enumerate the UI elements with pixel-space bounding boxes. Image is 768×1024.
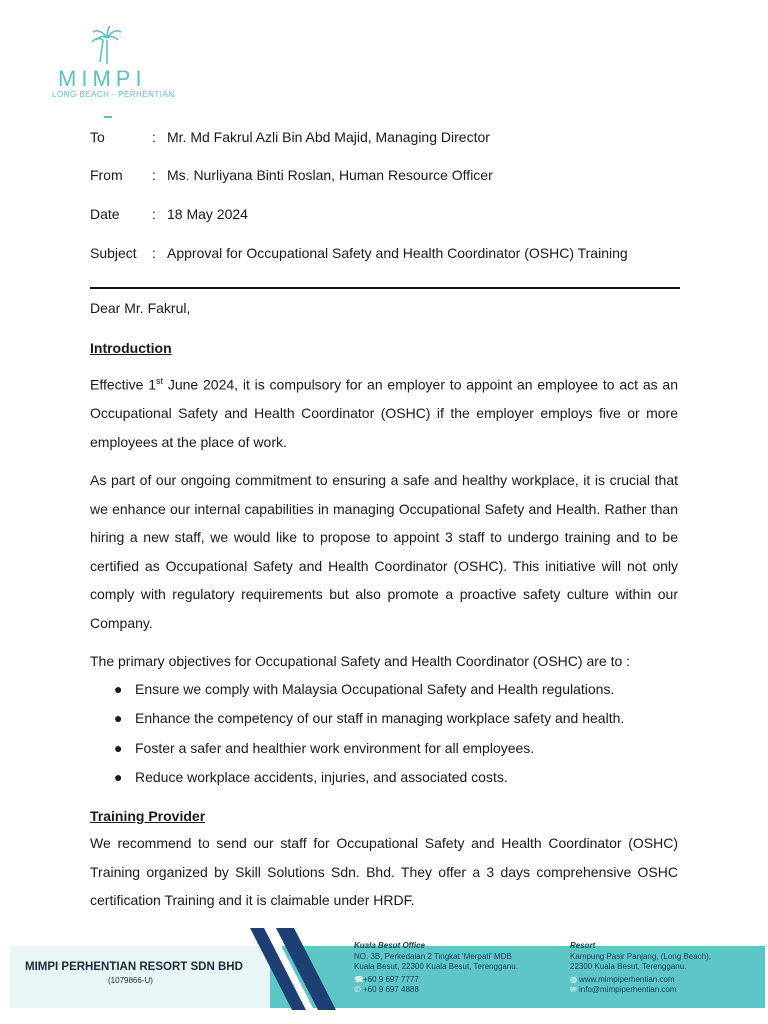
office-phone: [354, 975, 518, 986]
office-address-line: Kampung Pasir Panjang, (Long Beach),: [570, 951, 711, 961]
email-link: info@mimpiperhentian.com: [579, 985, 677, 994]
list-item: [90, 678, 680, 707]
provider-heading: Training Provider: [90, 808, 206, 824]
office-title: Kuala Besut Office: [354, 941, 425, 950]
objective-text: Ensure we comply with Malaysia Occupational Safety and Health regulations.: [135, 681, 615, 697]
office-kuala-besut: [354, 941, 518, 996]
bullet-icon: ●: [114, 739, 123, 756]
subject-label: Subject: [90, 245, 137, 261]
company-registration: (1079866-U): [108, 976, 153, 985]
mail-icon: ✉: [570, 985, 577, 994]
office-address-line: Kuala Besut, 22300 Kuala Besut, Terengganu.: [354, 962, 518, 971]
phone-number: +60 9 697 7777: [363, 974, 419, 984]
intro-paragraph-2: As part of our ongoing commitment to ensuring a safe and healthy workplace, it is crucial that we enhance our internal capabilities in managing Occupational Safety and Health. Rather than hiring a new staff, we would like to propose to appoint 3 staff to undergo training and to be certified as Occupational Safety and Health Coordinator (OSHC). This initiative will not only comply with regulatory requirements but also promote a proactive safety culture within our Company.: [90, 472, 678, 631]
divider: [104, 116, 112, 118]
subject-value: Approval for Occupational Safety and Health Coordinator (OSHC) Training: [167, 245, 628, 261]
objective-text: Foster a safer and healthier work environment for all employees.: [135, 739, 535, 756]
office-email: [570, 985, 711, 996]
office-website: [570, 975, 711, 986]
separator: :: [152, 206, 156, 222]
fax-number: +60 9 697 4888: [363, 985, 419, 994]
bullet-icon: ●: [114, 710, 123, 727]
intro-paragraph-1: [90, 367, 678, 456]
separator: :: [152, 245, 156, 261]
fax-icon: ✆: [354, 985, 361, 994]
provider-paragraph: We recommend to send our staff for Occupational Safety and Health Coordinator (OSHC) Training organized by Skill Solutions Sdn. Bhd. They offer a 3 days comprehensive OSHC certification Training and it is claimable under HRDF.: [90, 835, 678, 909]
objectives-intro: The primary objectives for Occupational Safety and Health Coordinator (OSHC) are to :: [90, 653, 631, 669]
separator: :: [152, 129, 156, 145]
objective-text: Enhance the competency of our staff in managing workplace safety and health.: [135, 710, 625, 727]
from-label: From: [90, 167, 123, 183]
header-rule: [90, 287, 680, 289]
website-link: www.mimpiperhentian.com: [579, 974, 675, 984]
bullet-icon: ●: [114, 768, 123, 785]
bullet-icon: ●: [114, 681, 123, 697]
separator: :: [152, 167, 156, 183]
to-label: To: [90, 129, 105, 145]
to-value: Mr. Md Fakrul Azli Bin Abd Majid, Managing Director: [167, 129, 490, 145]
phone-icon: ☎: [354, 974, 364, 984]
logo-name: MIMPI: [58, 66, 147, 91]
office-resort: [570, 941, 711, 996]
objectives-list: [90, 678, 680, 795]
letterhead-footer: [0, 928, 768, 1010]
list-item: [90, 707, 680, 736]
logo-tagline: LONG BEACH - PERHENTIAN: [52, 90, 175, 99]
intro-heading: Introduction: [90, 340, 172, 356]
intro-text-b: June 2024, it is compulsory for an employer to appoint an employee to act as an Occupational Safety and Health Coordinator (OSHC) if the employer employs five or more employees at the place of work.: [90, 376, 678, 450]
office-title: Resort: [570, 941, 596, 950]
date-label: Date: [90, 206, 120, 222]
company-logo: [52, 24, 175, 104]
company-name: MIMPI PERHENTIAN RESORT SDN BHD: [25, 961, 243, 973]
office-fax: [354, 985, 518, 996]
date-value: 18 May 2024: [167, 206, 248, 222]
decorative-stripes: [240, 928, 350, 1010]
salutation: Dear Mr. Fakrul,: [90, 300, 191, 316]
office-address-line: NO. 3B, Perkedaian 2 Tingkat 'Merpati' MDB: [354, 951, 512, 961]
list-item: [90, 737, 680, 766]
intro-text-a: Effective 1: [90, 376, 157, 393]
objective-text: Reduce workplace accidents, injuries, and associated costs.: [135, 768, 508, 785]
palm-tree-icon: [90, 24, 124, 66]
globe-icon: ◍: [570, 974, 577, 984]
list-item: [90, 766, 680, 795]
office-address-line: 22300 Kuala Besut, Terengganu.: [570, 962, 687, 971]
from-value: Ms. Nurliyana Binti Roslan, Human Resource Officer: [167, 167, 493, 183]
intro-text-sup: st: [156, 376, 164, 386]
